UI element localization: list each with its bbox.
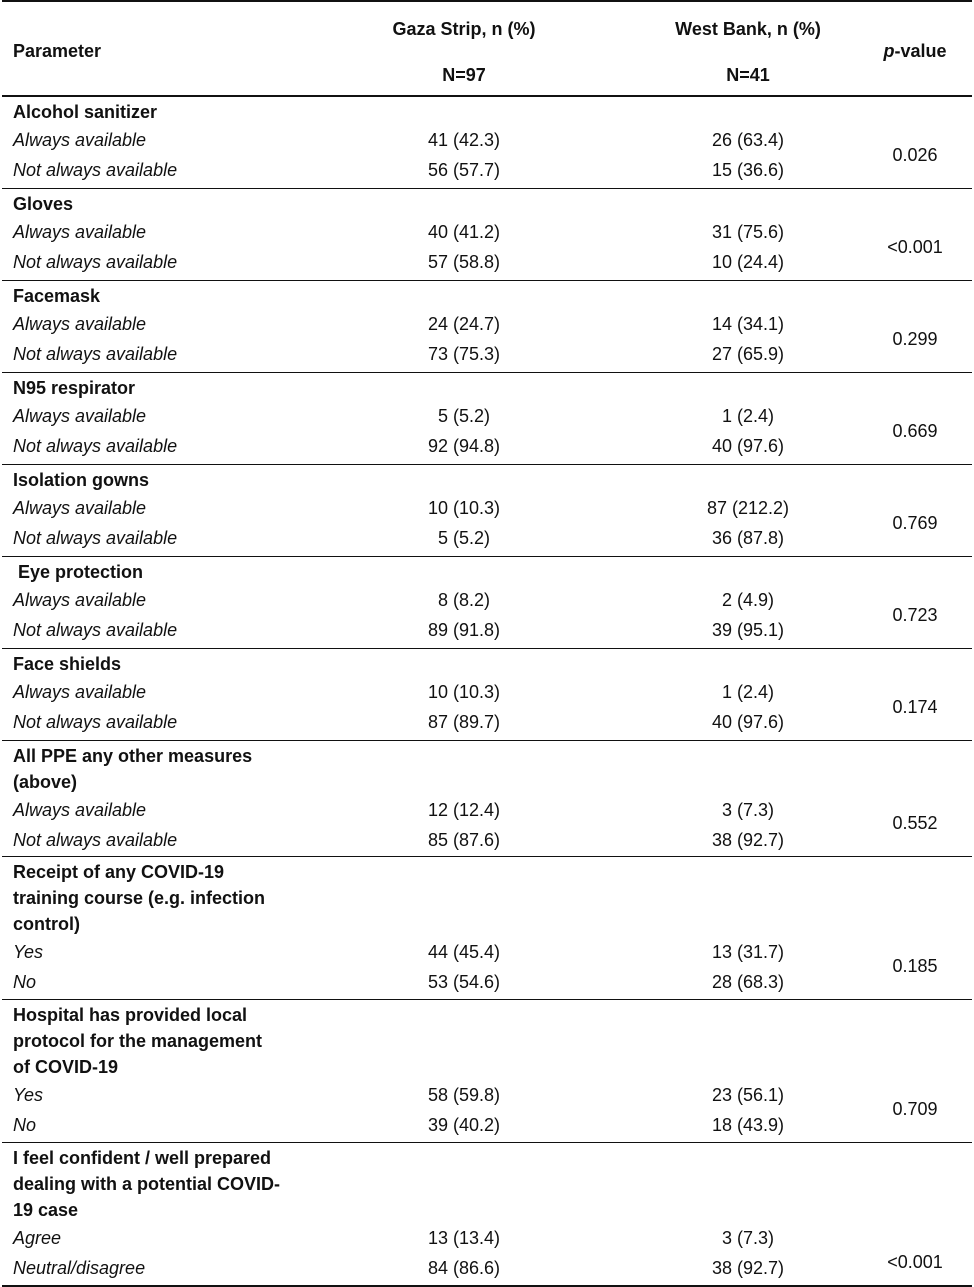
row-label: Not always available: [13, 712, 178, 732]
table-row: [2, 1253, 972, 1283]
group-title: Isolation gowns: [13, 470, 150, 490]
gaza-value: 39 (40.2): [427, 1115, 501, 1135]
row-label: Always available: [13, 222, 147, 242]
westbank-value: 3 (7.3): [721, 1228, 775, 1248]
p-value: 0.769: [892, 513, 938, 533]
table-row: [2, 1110, 972, 1140]
p-value: <0.001: [887, 237, 943, 257]
table-row: [2, 523, 972, 553]
header-gaza-n: N=97: [442, 65, 486, 85]
row-label: Always available: [13, 314, 147, 334]
westbank-value: 13 (31.7): [711, 942, 785, 962]
westbank-value: 15 (36.6): [711, 160, 785, 180]
row-label: Yes: [13, 942, 44, 962]
p-value: 0.299: [892, 329, 938, 349]
gaza-value: 44 (45.4): [427, 942, 501, 962]
gaza-value: 8 (8.2): [437, 590, 491, 610]
gaza-value: 73 (75.3): [427, 344, 501, 364]
table-row: [2, 247, 972, 277]
gaza-value: 40 (41.2): [427, 222, 501, 242]
gaza-value: 56 (57.7): [427, 160, 501, 180]
westbank-value: 38 (92.7): [711, 830, 785, 850]
westbank-value: 87 (212.2): [706, 498, 790, 518]
table-row: [2, 707, 972, 737]
row-label: Yes: [13, 1085, 44, 1105]
row-label: No: [13, 1115, 37, 1135]
gaza-value: 12 (12.4): [427, 800, 501, 820]
row-label: Not always available: [13, 160, 178, 180]
westbank-value: 10 (24.4): [711, 252, 785, 272]
header-westbank: West Bank, n (%): [675, 19, 821, 39]
row-label: Always available: [13, 682, 147, 702]
row-label: Always available: [13, 800, 147, 820]
group-title: Face shields: [13, 654, 122, 674]
group-title: Receipt of any COVID-19 training course (e.g. infection control): [13, 862, 271, 934]
westbank-value: 27 (65.9): [711, 344, 785, 364]
row-label: Neutral/disagree: [13, 1258, 146, 1278]
table-body: [2, 97, 972, 1287]
row-label: Not always available: [13, 830, 178, 850]
row-label: Always available: [13, 590, 147, 610]
table-row: [2, 339, 972, 369]
header-pvalue: [860, 41, 970, 62]
table-row: [2, 677, 972, 707]
p-value: <0.001: [887, 1252, 943, 1272]
row-label: Not always available: [13, 436, 178, 456]
gaza-value: 24 (24.7): [427, 314, 501, 334]
row-label: Not always available: [13, 252, 178, 272]
table-row: [2, 125, 972, 155]
gaza-value: 84 (86.6): [427, 1258, 501, 1278]
header-pvalue-italic: p: [883, 41, 895, 61]
gaza-value: 5 (5.2): [437, 528, 491, 548]
group-title: All PPE any other measures (above): [13, 746, 258, 792]
p-value: 0.723: [892, 605, 938, 625]
group-title: Hospital has provided local protocol for the management of COVID-19: [13, 1005, 268, 1077]
table-row: [2, 217, 972, 247]
group-title: Facemask: [13, 286, 101, 306]
westbank-value: 38 (92.7): [711, 1258, 785, 1278]
group-title: Gloves: [13, 194, 74, 214]
westbank-value: 39 (95.1): [711, 620, 785, 640]
gaza-value: 5 (5.2): [437, 406, 491, 426]
gaza-value: 87 (89.7): [427, 712, 501, 732]
table-group: [2, 281, 972, 373]
gaza-value: 10 (10.3): [427, 682, 501, 702]
p-value: 0.709: [892, 1099, 938, 1119]
table-group: [2, 557, 972, 649]
westbank-value: 3 (7.3): [721, 800, 775, 820]
westbank-value: 26 (63.4): [711, 130, 785, 150]
westbank-value: 18 (43.9): [711, 1115, 785, 1135]
westbank-value: 1 (2.4): [721, 682, 775, 702]
table-row: [2, 795, 972, 825]
p-value: 0.552: [892, 813, 938, 833]
group-title: Eye protection: [13, 562, 144, 582]
p-value: 0.174: [892, 697, 938, 717]
header-parameter: Parameter: [13, 41, 102, 61]
table-group: [2, 97, 972, 189]
gaza-value: 10 (10.3): [427, 498, 501, 518]
table-row: [2, 431, 972, 461]
table-row: [2, 1080, 972, 1110]
group-title: Alcohol sanitizer: [13, 102, 158, 122]
table-group: [2, 373, 972, 465]
header-pvalue-rest: -value: [894, 41, 947, 61]
table-row: [2, 825, 972, 855]
header-westbank-n: N=41: [726, 65, 770, 85]
table-row: [2, 155, 972, 185]
table-group: [2, 189, 972, 281]
group-title: I feel confident / well prepared dealing with a potential COVID-19 case: [13, 1148, 281, 1220]
table-row: [2, 615, 972, 645]
gaza-value: 58 (59.8): [427, 1085, 501, 1105]
westbank-value: 40 (97.6): [711, 712, 785, 732]
table-group: [2, 1000, 972, 1143]
p-value: 0.669: [892, 421, 938, 441]
table-group: [2, 857, 972, 1000]
table-group: [2, 1143, 972, 1287]
westbank-value: 23 (56.1): [711, 1085, 785, 1105]
row-label: Not always available: [13, 344, 178, 364]
row-label: Always available: [13, 130, 147, 150]
table-header: [2, 2, 972, 97]
row-label: Always available: [13, 406, 147, 426]
p-value: 0.026: [892, 145, 938, 165]
table-group: [2, 465, 972, 557]
table-row: [2, 585, 972, 615]
westbank-value: 14 (34.1): [711, 314, 785, 334]
table-row: [2, 937, 972, 967]
westbank-value: 2 (4.9): [721, 590, 775, 610]
group-title: N95 respirator: [13, 378, 136, 398]
row-label: Agree: [13, 1228, 62, 1248]
westbank-value: 28 (68.3): [711, 972, 785, 992]
results-table: [2, 0, 972, 1287]
row-label: Always available: [13, 498, 147, 518]
gaza-value: 13 (13.4): [427, 1228, 501, 1248]
westbank-value: 40 (97.6): [711, 436, 785, 456]
westbank-value: 31 (75.6): [711, 222, 785, 242]
gaza-value: 57 (58.8): [427, 252, 501, 272]
row-label: No: [13, 972, 37, 992]
gaza-value: 89 (91.8): [427, 620, 501, 640]
row-label: Not always available: [13, 528, 178, 548]
table-row: [2, 967, 972, 997]
table-row: [2, 309, 972, 339]
p-value: 0.185: [892, 956, 938, 976]
gaza-value: 53 (54.6): [427, 972, 501, 992]
table-group: [2, 741, 972, 857]
gaza-value: 92 (94.8): [427, 436, 501, 456]
table-row: [2, 1223, 972, 1253]
westbank-value: 36 (87.8): [711, 528, 785, 548]
table-row: [2, 401, 972, 431]
gaza-value: 41 (42.3): [427, 130, 501, 150]
gaza-value: 85 (87.6): [427, 830, 501, 850]
westbank-value: 1 (2.4): [721, 406, 775, 426]
table-row: [2, 493, 972, 523]
row-label: Not always available: [13, 620, 178, 640]
header-gaza: Gaza Strip, n (%): [392, 19, 536, 39]
table-group: [2, 649, 972, 741]
